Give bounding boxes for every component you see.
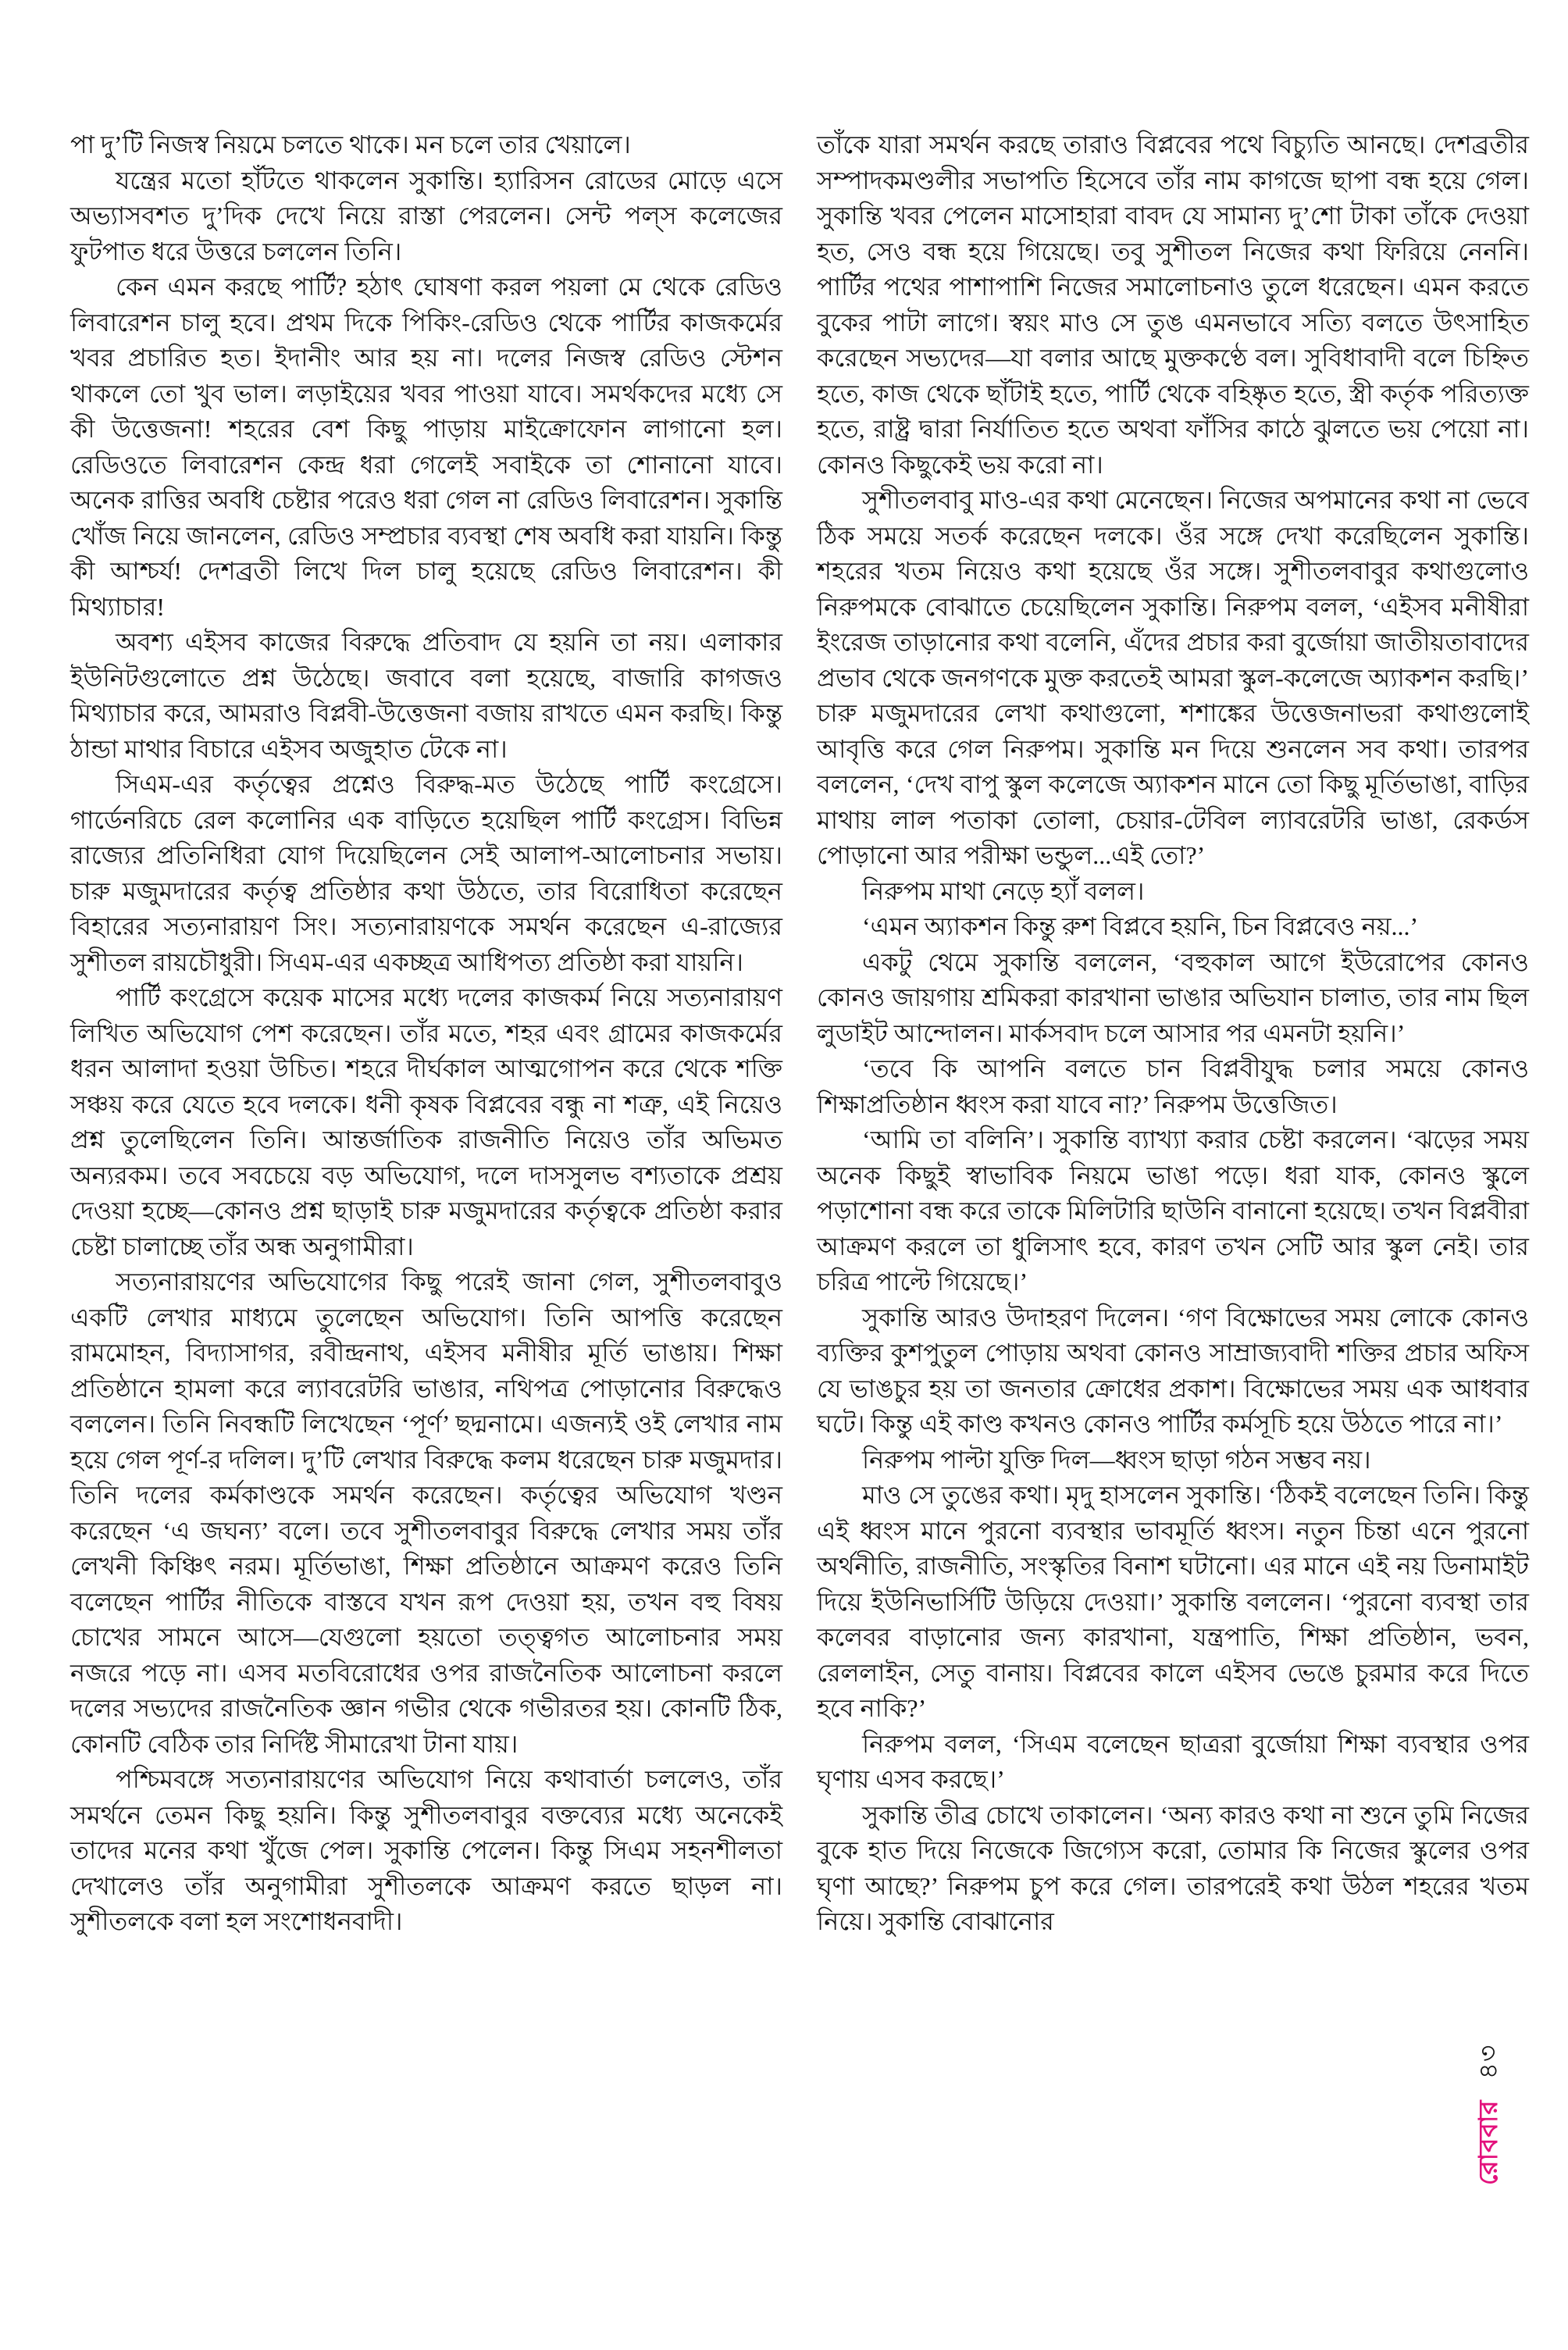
paragraph: একটু থেমে সুকান্তি বললেন, ‘বহুকাল আগে ইউরোপের কোনও কোনও জায়গায় শ্রমিকরা কারখানা ভাঙার অভিযান চালাত, তার নাম ছিল লুডাইট আন্দোলন। মার্কসবাদ চলে আসার পর এমনটা হয়নি।’ — [817, 947, 1529, 1047]
paragraph: পশ্চিমবঙ্গে সত্যনারায়ণের অভিযোগ নিয়ে কথাবার্তা চললেও, তাঁর সমর্থনে তেমন কিছু হয়নি। কিন্তু সুশীতলবাবুর বক্তব্যের মধ্যে অনেকেই তাদের মনের কথা খুঁজে পেল। সুকান্তি পেলেন। কিন্তু সিএম সহনশীলতা দেখালেও তাঁর অনুগামীরা সুশীতলকে আক্রমণ করতে ছাড়ল না। সুশীতলকে বলা হল সংশোধনবাদী। — [70, 1765, 782, 1935]
paragraph: সুশীতলবাবু মাও-এর কথা মেনেছেন। নিজের অপমানের কথা না ভেবে ঠিক সময়ে সতর্ক করেছেন দলকে। ওঁর সঙ্গে দেখা করেছিলেন সুকান্তি। শহরের খতম নিয়েও কথা হয়েছে ওঁর সঙ্গে। সুশীতলবাবুর কথাগুলোও নিরুপমকে বোঝাতে চেয়েছিলেন সুকান্তি। নিরুপম বলল, ‘এইসব মনীষীরা ইংরেজ তাড়ানোর কথা বলেনি, এঁদের প্রচার করা বুর্জোয়া জাতীয়তাবাদের প্রভাব থেকে জনগণকে মুক্ত করতেই আমরা স্কুল-কলেজে অ্যাকশন করছি।’ চারু মজুমদারের লেখা কথাগুলো, শশাঙ্কের উত্তেজনাভরা কথাগুলোই আবৃত্তি করে গেল নিরুপম। সুকান্তি মন দিয়ে শুনলেন সব কথা। তারপর বললেন, ‘দেখ বাপু স্কুল কলেজে অ্যাকশন মানে তো কিছু মূর্তিভাঙা, বাড়ির মাথায় লাল পতাকা তোলা, চেয়ার-টেবিল ল্যাবরেটরি ভাঙা, রেকর্ডস পোড়ানো আর পরীক্ষা ভন্ডুল...এই তো?’ — [817, 486, 1529, 869]
paragraph: সিএম-এর কর্তৃত্বের প্রশ্নেও বিরুদ্ধ-মত উঠেছে পার্টি কংগ্রেসে। গার্ডেনরিচে রেল কলোনির এক বাড়িতে হয়েছিল পার্টি কংগ্রেস। বিভিন্ন রাজ্যের প্রতিনিধিরা যোগ দিয়েছিলেন সেই আলাপ-আলোচনার সভায়। চারু মজুমদারের কর্তৃত্ব প্রতিষ্ঠার কথা উঠতে, তার বিরোধিতা করেছেন বিহারের সত্যনারায়ণ সিং। সত্যনারায়ণকে সমর্থন করেছেন এ-রাজ্যের সুশীতল রায়চৌধুরী। সিএম-এর একচ্ছত্র আধিপত্য প্রতিষ্ঠা করা যায়নি। — [70, 770, 782, 976]
paragraph: ‘আমি তা বলিনি’। সুকান্তি ব্যাখ্যা করার চেষ্টা করলেন। ‘ঝড়ের সময় অনেক কিছুই স্বাভাবিক নিয়মে ভাঙা পড়ে। ধরা যাক, কোনও স্কুলে পড়াশোনা বন্ধ করে তাকে মিলিটারি ছাউনি বানানো হয়েছে। তখন বিপ্লবীরা আক্রমণ করলে তা ধুলিসাৎ হবে, কারণ তখন সেটি আর স্কুল নেই। তার চরিত্র পাল্টে গিয়েছে।’ — [817, 1125, 1529, 1296]
magazine-title-label: রোববার — [1475, 2099, 1503, 2185]
left-column — [70, 127, 782, 1940]
paragraph: অবশ্য এইসব কাজের বিরুদ্ধে প্রতিবাদ যে হয়নি তা নয়। এলাকার ইউনিটগুলোতে প্রশ্ন উঠেছে। জবাবে বলা হয়েছে, বাজারি কাগজও মিথ্যাচার করে, আমরাও বিপ্লবী-উত্তেজনা বজায় রাখতে এমন করছি। কিন্তু ঠান্ডা মাথার বিচারে এইসব অজুহাত টেকে না। — [70, 628, 782, 763]
paragraph: পার্টি কংগ্রেসে কয়েক মাসের মধ্যে দলের কাজকর্ম নিয়ে সত্যনারায়ণ লিখিত অভিযোগ পেশ করেছেন। তাঁর মতে, শহর এবং গ্রামের কাজকর্মের ধরন আলাদা হওয়া উচিত। শহরে দীর্ঘকাল আত্মগোপন করে থেকে শক্তি সঞ্চয় করে যেতে হবে দলকে। ধনী কৃষক বিপ্লবের বন্ধু না শত্রু, এই নিয়েও প্রশ্ন তুলেছিলেন তিনি। আন্তর্জাতিক রাজনীতি নিয়েও তাঁর অভিমত অন্যরকম। তবে সবচেয়ে বড় অভিযোগ, দলে দাসসুলভ বশ্যতাকে প্রশ্রয় দেওয়া হচ্ছে—কোনও প্রশ্ন ছাড়াই চারু মজুমদারের কর্তৃত্বকে প্রতিষ্ঠা করার চেষ্টা চালাচ্ছে তাঁর অন্ধ অনুগামীরা। — [70, 983, 782, 1261]
paragraph: সত্যনারায়ণের অভিযোগের কিছু পরেই জানা গেল, সুশীতলবাবুও একটি লেখার মাধ্যমে তুলেছেন অভিযোগ। তিনি আপত্তি করেছেন রামমোহন, বিদ্যাসাগর, রবীন্দ্রনাথ, এইসব মনীষীর মূর্তি ভাঙায়। শিক্ষা প্রতিষ্ঠানে হামলা করে ল্যাবরেটরি ভাঙার, নথিপত্র পোড়ানোর বিরুদ্ধেও বললেন। তিনি নিবন্ধটি লিখেছেন ‘পূর্ণ’ ছদ্মনামে। এজন্যই ওই লেখার নাম হয়ে গেল পূর্ণ-র দলিল। দু’টি লেখার বিরুদ্ধে কলম ধরেছেন চারু মজুমদার। তিনি দলের কর্মকাণ্ডকে সমর্থন করেছেন। কর্তৃত্বের অভিযোগ খণ্ডন করেছেন ‘এ জঘন্য’ বলে। তবে সুশীতলবাবুর বিরুদ্ধে লেখার সময় তাঁর লেখনী কিঞ্চিৎ নরম। মূর্তিভাঙা, শিক্ষা প্রতিষ্ঠানে আক্রমণ করেও তিনি বলেছেন পার্টির নীতিকে বাস্তবে যখন রূপ দেওয়া হয়, তখন বহু বিষয় চোখের সামনে আসে—যেগুলো হয়তো তত্ত্বগত আলোচনার সময় নজরে পড়ে না। এসব মতবিরোধের ওপর রাজনৈতিক আলোচনা করলে দলের সভ্যদের রাজনৈতিক জ্ঞান গভীর থেকে গভীরতর হয়। কোনটি ঠিক, কোনটি বেঠিক তার নির্দিষ্ট সীমারেখা টানা যায়। — [70, 1268, 782, 1758]
paragraph: ‘এমন অ্যাকশন কিন্তু রুশ বিপ্লবে হয়নি, চিন বিপ্লবেও নয়...’ — [862, 912, 1419, 940]
paragraph: তাঁকে যারা সমর্থন করছে তারাও বিপ্লবের পথে বিচ্যুতি আনছে। দেশব্রতীর সম্পাদকমণ্ডলীর সভাপতি হিসেবে তাঁর নাম কাগজে ছাপা বন্ধ হয়ে গেল। সুকান্তি খবর পেলেন মাসোহারা বাবদ যে সামান্য দু’শো টাকা তাঁকে দেওয়া হত, সেও বন্ধ হয়ে গিয়েছে। তবু সুশীতল নিজের কথা ফিরিয়ে নেননি। পার্টির পথের পাশাপাশি নিজের সমালোচনাও তুলে ধরেছেন। এমন করতে বুকের পাটা লাগে। স্বয়ং মাও সে তুঙ এমনভাবে সত্যি বলতে উৎসাহিত করেছেন সভ্যদের—যা বলার আছে মুক্তকণ্ঠে বল। সুবিধাবাদী বলে চিহ্নিত হতে, কাজ থেকে ছাঁটাই হতে, পার্টি থেকে বহিষ্কৃত হতে, স্ত্রী কর্তৃক পরিত্যক্ত হতে, রাষ্ট্র দ্বারা নির্যাতিত হতে অথবা ফাঁসির কাঠে ঝুলতে ভয় পেয়ো না। কোনও কিছুকেই ভয় করো না। — [817, 130, 1529, 479]
right-column — [817, 127, 1529, 1940]
paragraph: যন্ত্রের মতো হাঁটতে থাকলেন সুকান্তি। হ্যারিসন রোডের মোড়ে এসে অভ্যাসবশত দু’দিক দেখে নিয়ে রাস্তা পেরলেন। সেন্ট পল্স কলেজের ফুটপাত ধরে উত্তরে চললেন তিনি। — [70, 166, 782, 266]
paragraph: নিরুপম বলল, ‘সিএম বলেছেন ছাত্ররা বুর্জোয়া শিক্ষা ব্যবস্থার ওপর ঘৃণায় এসব করছে।’ — [817, 1729, 1529, 1793]
paragraph: নিরুপম মাথা নেড়ে হ্যাঁ বলল। — [862, 876, 1145, 905]
paragraph: ‘তবে কি আপনি বলতে চান বিপ্লবীযুদ্ধ চলার সময়ে কোনও শিক্ষাপ্রতিষ্ঠান ধ্বংস করা যাবে না?’ নিরুপম উত্তেজিত। — [817, 1054, 1529, 1118]
side-margin-label — [1471, 2045, 1507, 2185]
paragraph: মাও সে তুঙের কথা। মৃদু হাসলেন সুকান্তি। ‘ঠিকই বলেছেন তিনি। কিন্তু এই ধ্বংস মানে পুরনো ব্যবস্থার ভাবমূর্তি ধ্বংস। নতুন চিন্তা এনে পুরনো অর্থনীতি, রাজনীতি, সংস্কৃতির বিনাশ ঘটানো। এর মানে এই নয় ডিনামাইট দিয়ে ইউনিভার্সিটি উড়িয়ে দেওয়া।’ সুকান্তি বললেন। ‘পুরনো ব্যবস্থা তার কলেবর বাড়ানোর জন্য কারখানা, যন্ত্রপাতি, শিক্ষা প্রতিষ্ঠান, ভবন, রেললাইন, সেতু বানায়। বিপ্লবের কালে এইসব ভেঙে চুরমার করে দিতে হবে নাকি?’ — [817, 1481, 1529, 1722]
paragraph: সুকান্তি তীব্র চোখে তাকালেন। ‘অন্য কারও কথা না শুনে তুমি নিজের বুকে হাত দিয়ে নিজেকে জিগ্যেস করো, তোমার কি নিজের স্কুলের ওপর ঘৃণা আছে?’ নিরুপম চুপ করে গেল। তারপরেই কথা উঠল শহরের খতম নিয়ে। সুকান্তি বোঝানোর — [817, 1800, 1529, 1935]
paragraph: কেন এমন করছে পার্টি? হঠাৎ ঘোষণা করল পয়লা মে থেকে রেডিও লিবারেশন চালু হবে। প্রথম দিকে পিকিং-রেডিও থেকে পার্টির কাজকর্মের খবর প্রচারিত হত। ইদানীং আর হয় না। দলের নিজস্ব রেডিও স্টেশন থাকলে তো খুব ভাল। লড়াইয়ের খবর পাওয়া যাবে। সমর্থকদের মধ্যে সে কী উত্তেজনা! শহরের বেশ কিছু পাড়ায় মাইক্রোফোন লাগানো হল। রেডিওতে লিবারেশন কেন্দ্র ধরা গেলেই সবাইকে তা শোনানো যাবে। অনেক রাত্তির অবধি চেষ্টার পরেও ধরা গেল না রেডিও লিবারেশন। সুকান্তি খোঁজ নিয়ে জানলেন, রেডিও সম্প্রচার ব্যবস্থা শেষ অবধি করা যায়নি। কিন্তু কী আশ্চর্য! দেশব্রতী লিখে দিল চালু হয়েছে রেডিও লিবারেশন। কী মিথ্যাচার! — [70, 273, 782, 621]
page-number: ৪৩ — [1475, 2044, 1503, 2080]
paragraph: পা দু’টি নিজস্ব নিয়মে চলতে থাকে। মন চলে তার খেয়ালে। — [70, 130, 631, 159]
paragraph: নিরুপম পাল্টা যুক্তি দিল—ধ্বংস ছাড়া গঠন সম্ভব নয়। — [862, 1445, 1371, 1474]
paragraph: সুকান্তি আরও উদাহরণ দিলেন। ‘গণ বিক্ষোভের সময় লোকে কোনও ব্যক্তির কুশপুতুল পোড়ায় অথবা কোনও সাম্রাজ্যবাদী শক্তির প্রচার অফিস যে ভাঙচুর হয় তা জনতার ক্রোধের প্রকাশ। বিক্ষোভের সময় এক আধবার ঘটে। কিন্তু এই কাণ্ড কখনও কোনও পার্টির কর্মসূচি হয়ে উঠতে পারে না।’ — [817, 1303, 1529, 1438]
